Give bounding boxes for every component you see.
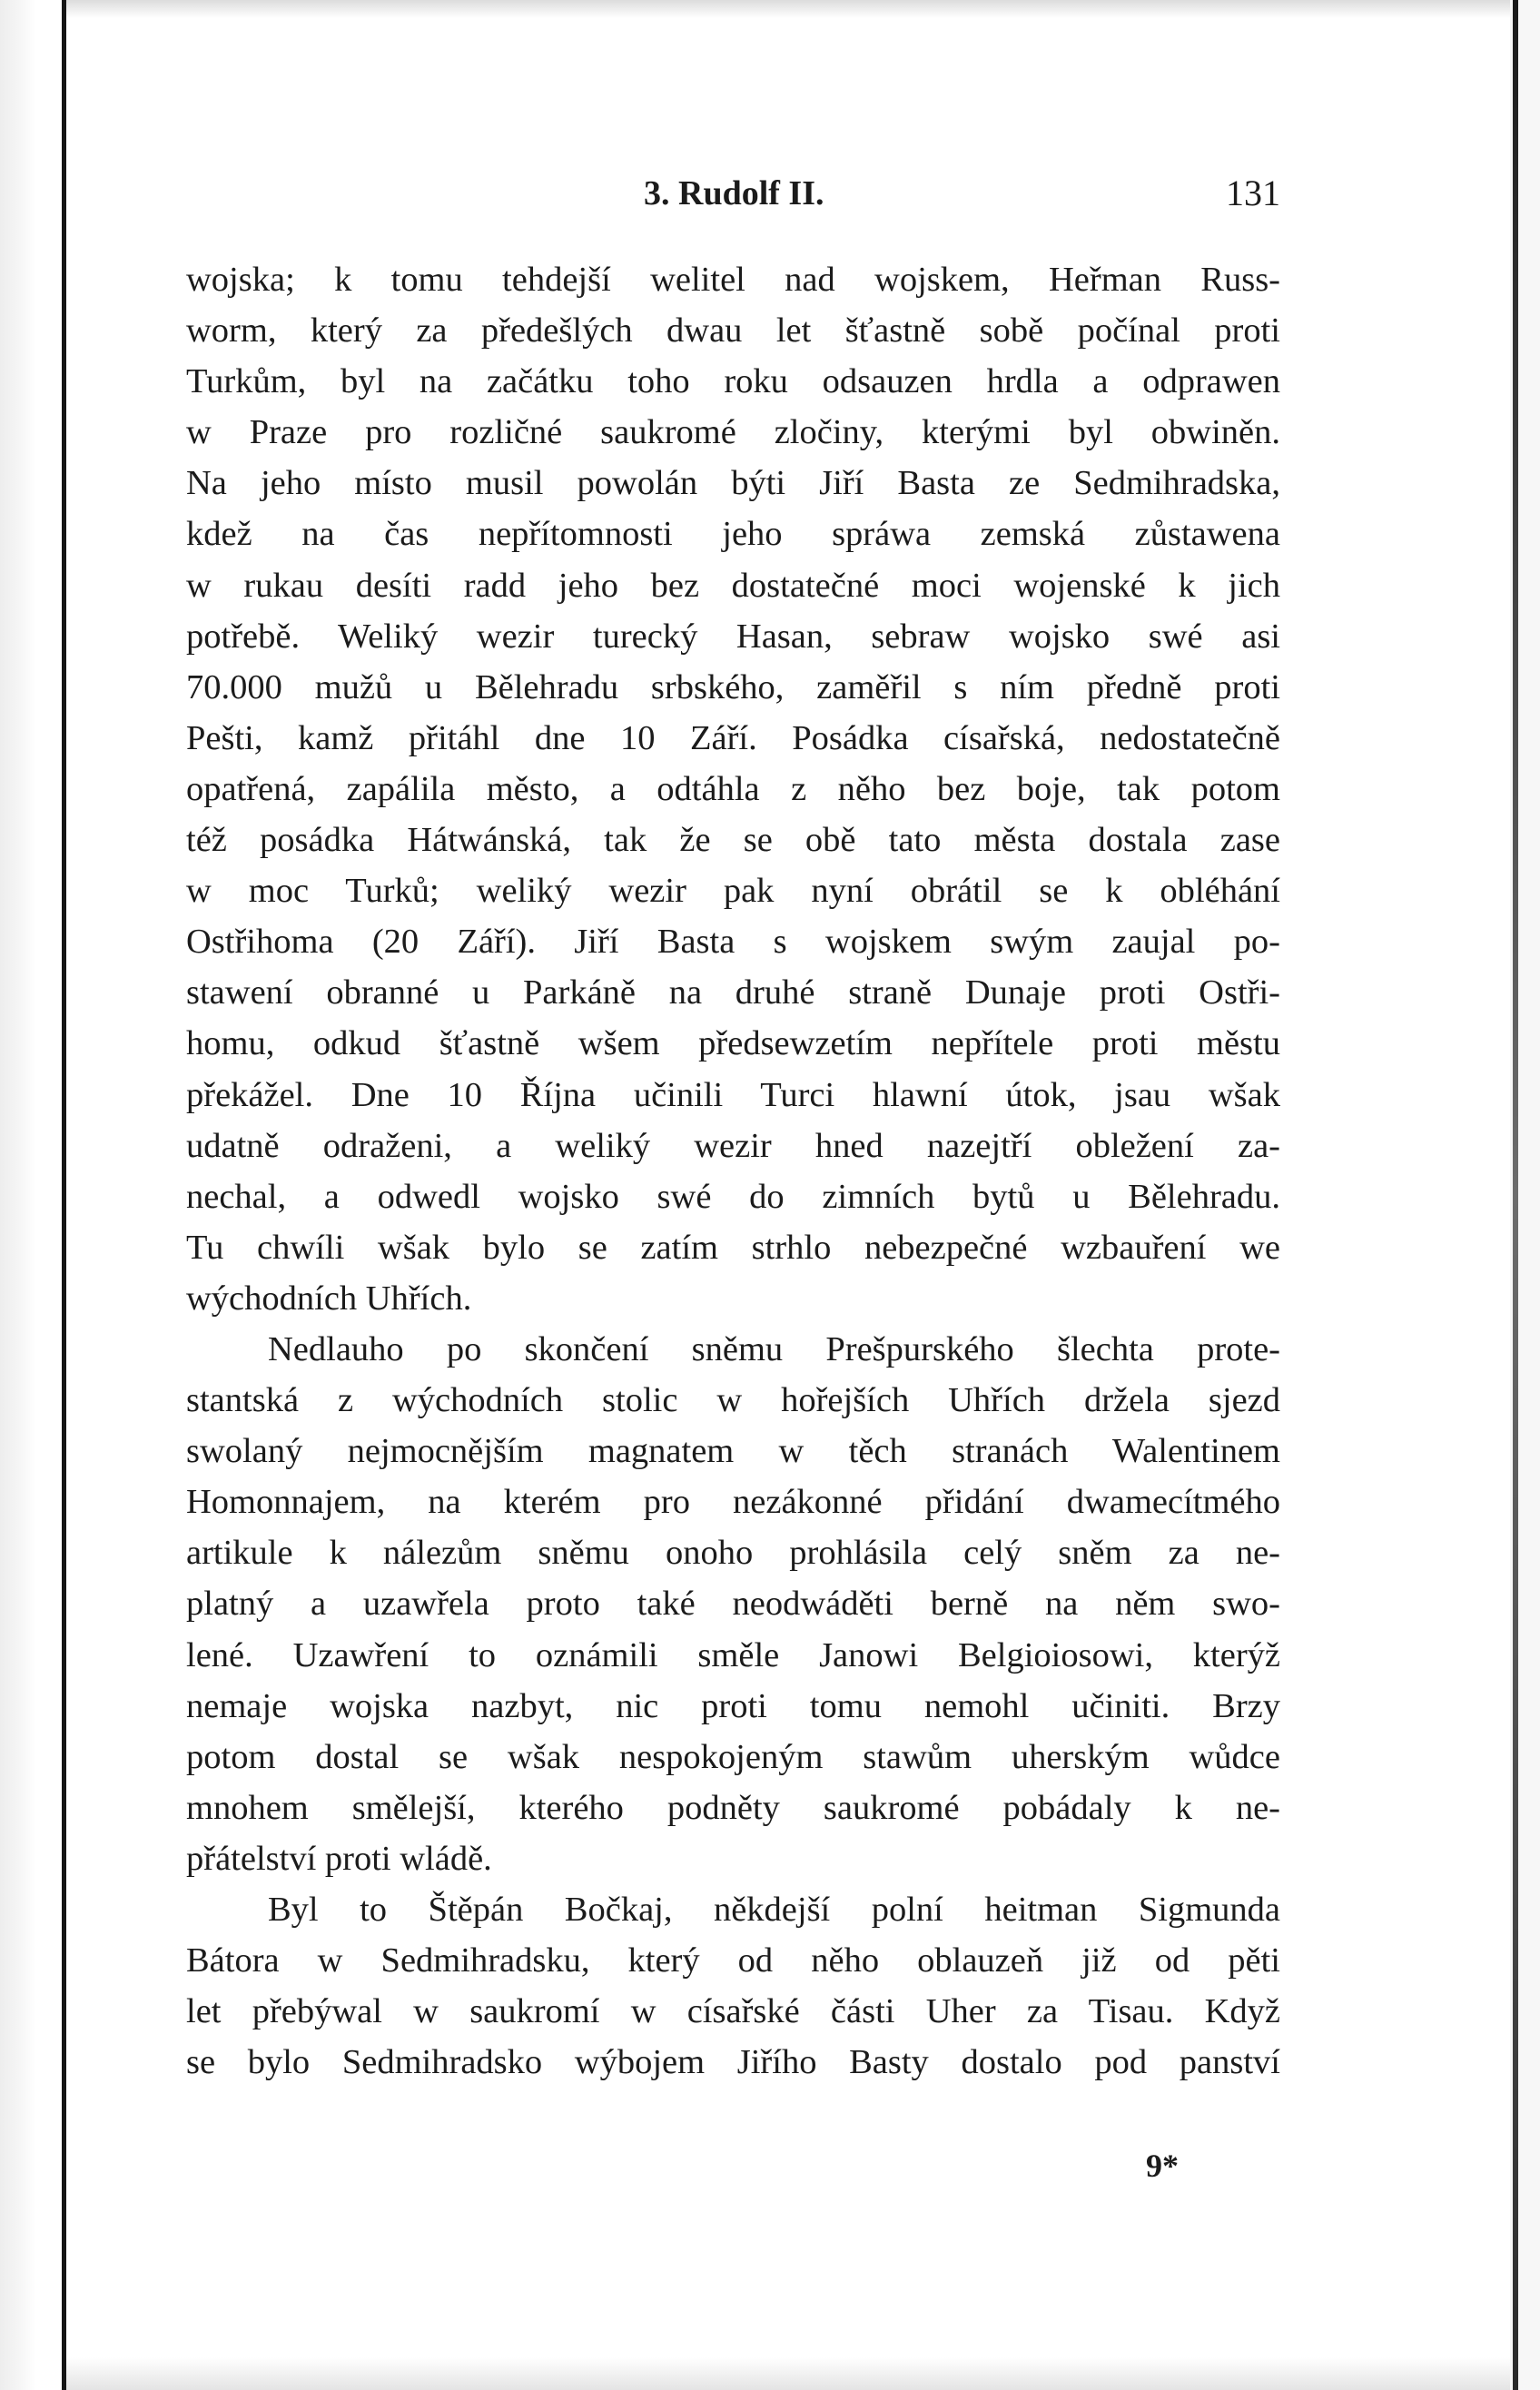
text-line: udatně odraženi, a weliký wezir hned nazejtří obležení za- <box>186 1126 1280 1165</box>
page-bottom-edge <box>66 2357 1510 2390</box>
text-line: swolaný nejmocnějším magnatem w těch stranách Walentinem <box>186 1432 1280 1471</box>
text-line: stantská z wýchodních stolic w hořejších Uhřích držela sjezd <box>186 1381 1280 1420</box>
text-line: stawení obranné u Parkáně na druhé straně Dunaje proti Ostři- <box>186 973 1280 1012</box>
text-line: Turkům, byl na začátku toho roku odsauzen hrdla a odprawen <box>186 362 1280 401</box>
text-line: kdež na čas nepřítomnosti jeho spráwa zemská zůstawena <box>186 515 1280 554</box>
running-title: 3. Rudolf II. <box>644 174 824 212</box>
text-line: Ostřihoma (20 Září). Jiří Basta s wojskem swým zaujal po- <box>186 923 1280 962</box>
text-line: Homonnajem, na kterém pro nezákonné přidání dwamecítmého <box>186 1483 1280 1522</box>
text-line: wojska; k tomu tehdejší welitel nad wojskem, Heřman Russ- <box>186 261 1280 299</box>
text-line: Na jeho místo musil powolán býti Jiří Basta ze Sedmihradska, <box>186 464 1280 503</box>
binding-fold-line <box>62 0 66 2390</box>
text-line: homu, odkud šťastně wšem předsewzetím nepřítele proti městu <box>186 1024 1280 1063</box>
text-line: wýchodních Uhřích. <box>186 1279 472 1318</box>
text-line: Bátora w Sedmihradsku, který od něho oblauzeň již od pěti <box>186 1941 1280 1980</box>
text-line: platný a uzawřela proto také neodwáděti berně na něm swo- <box>186 1585 1280 1624</box>
text-line: potom dostal se wšak nespokojeným stawům uherským wůdce <box>186 1737 1280 1776</box>
text-line: 70.000 mužů u Bělehradu srbského, zaměřil s ním předně proti <box>186 667 1280 706</box>
text-line: nemaje wojska nazbyt, nic proti tomu nemohl učiniti. Brzy <box>186 1686 1280 1725</box>
text-line: překážel. Dne 10 Října učinili Turci hlawní útok, jsau wšak <box>186 1075 1280 1114</box>
page-left-margin-shadow <box>0 0 36 2390</box>
text-line: nechal, a odwedl wojsko swé do zimních bytů u Bělehradu. <box>186 1177 1280 1216</box>
printer-signature-mark: 9* <box>1146 2148 1179 2184</box>
text-line: Tu chwíli wšak bylo se zatím strhlo nebezpečné wzbauření we <box>186 1228 1280 1267</box>
text-line: worm, který za předešlých dwau let šťastně sobě počínal proti <box>186 311 1280 351</box>
text-line: potřebě. Weliký wezir turecký Hasan, sebraw wojsko swé asi <box>186 617 1280 656</box>
paragraph-3 <box>186 1884 1280 2088</box>
text-line: Byl to Štěpán Bočkaj, někdejší polní heitman Sigmunda <box>268 1891 1280 1929</box>
paragraph-1 <box>186 254 1280 1324</box>
running-header <box>186 168 1280 219</box>
text-line: se bylo Sedmihradsko wýbojem Jiřího Basty dostalo pod panství <box>186 2043 1280 2082</box>
text-line: přátelství proti wládě. <box>186 1839 492 1878</box>
body-text <box>186 254 1280 2088</box>
text-line: mnohem smělejší, kterého podněty saukromé pobádaly k ne- <box>186 1788 1280 1827</box>
paragraph-2 <box>186 1324 1280 1884</box>
text-line: w Praze pro rozličné saukromé zločiny, kterými byl obwiněn. <box>186 413 1280 452</box>
page-top-edge <box>66 0 1510 18</box>
text-line: w rukau desíti radd jeho bez dostatečné moci wojenské k jich <box>186 566 1280 605</box>
text-line: Pešti, kamž přitáhl dne 10 Září. Posádka císařská, nedostatečně <box>186 718 1280 757</box>
text-line: též posádka Hátwánská, tak že se obě tato města dostala zase <box>186 821 1280 860</box>
text-line: artikule k nálezům sněmu onoho prohlásila celý sněm za ne- <box>186 1534 1280 1573</box>
page-right-edge-line <box>1513 0 1518 2390</box>
text-line: Nedlauho po skončení sněmu Prešpurského šlechta prote- <box>268 1329 1280 1368</box>
text-line: lené. Uzawření to oznámili směle Janowi Belgioiosowi, kterýž <box>186 1635 1280 1674</box>
text-line: w moc Turků; weliký wezir pak nyní obrátil se k obléhání <box>186 872 1280 911</box>
page-number: 131 <box>1226 173 1280 213</box>
text-line: let přebýwal w saukromí w císařské části Uher za Tisau. Když <box>186 1992 1280 2031</box>
text-line: opatřená, zapálila město, a odtáhla z něho bez boje, tak potom <box>186 769 1280 808</box>
